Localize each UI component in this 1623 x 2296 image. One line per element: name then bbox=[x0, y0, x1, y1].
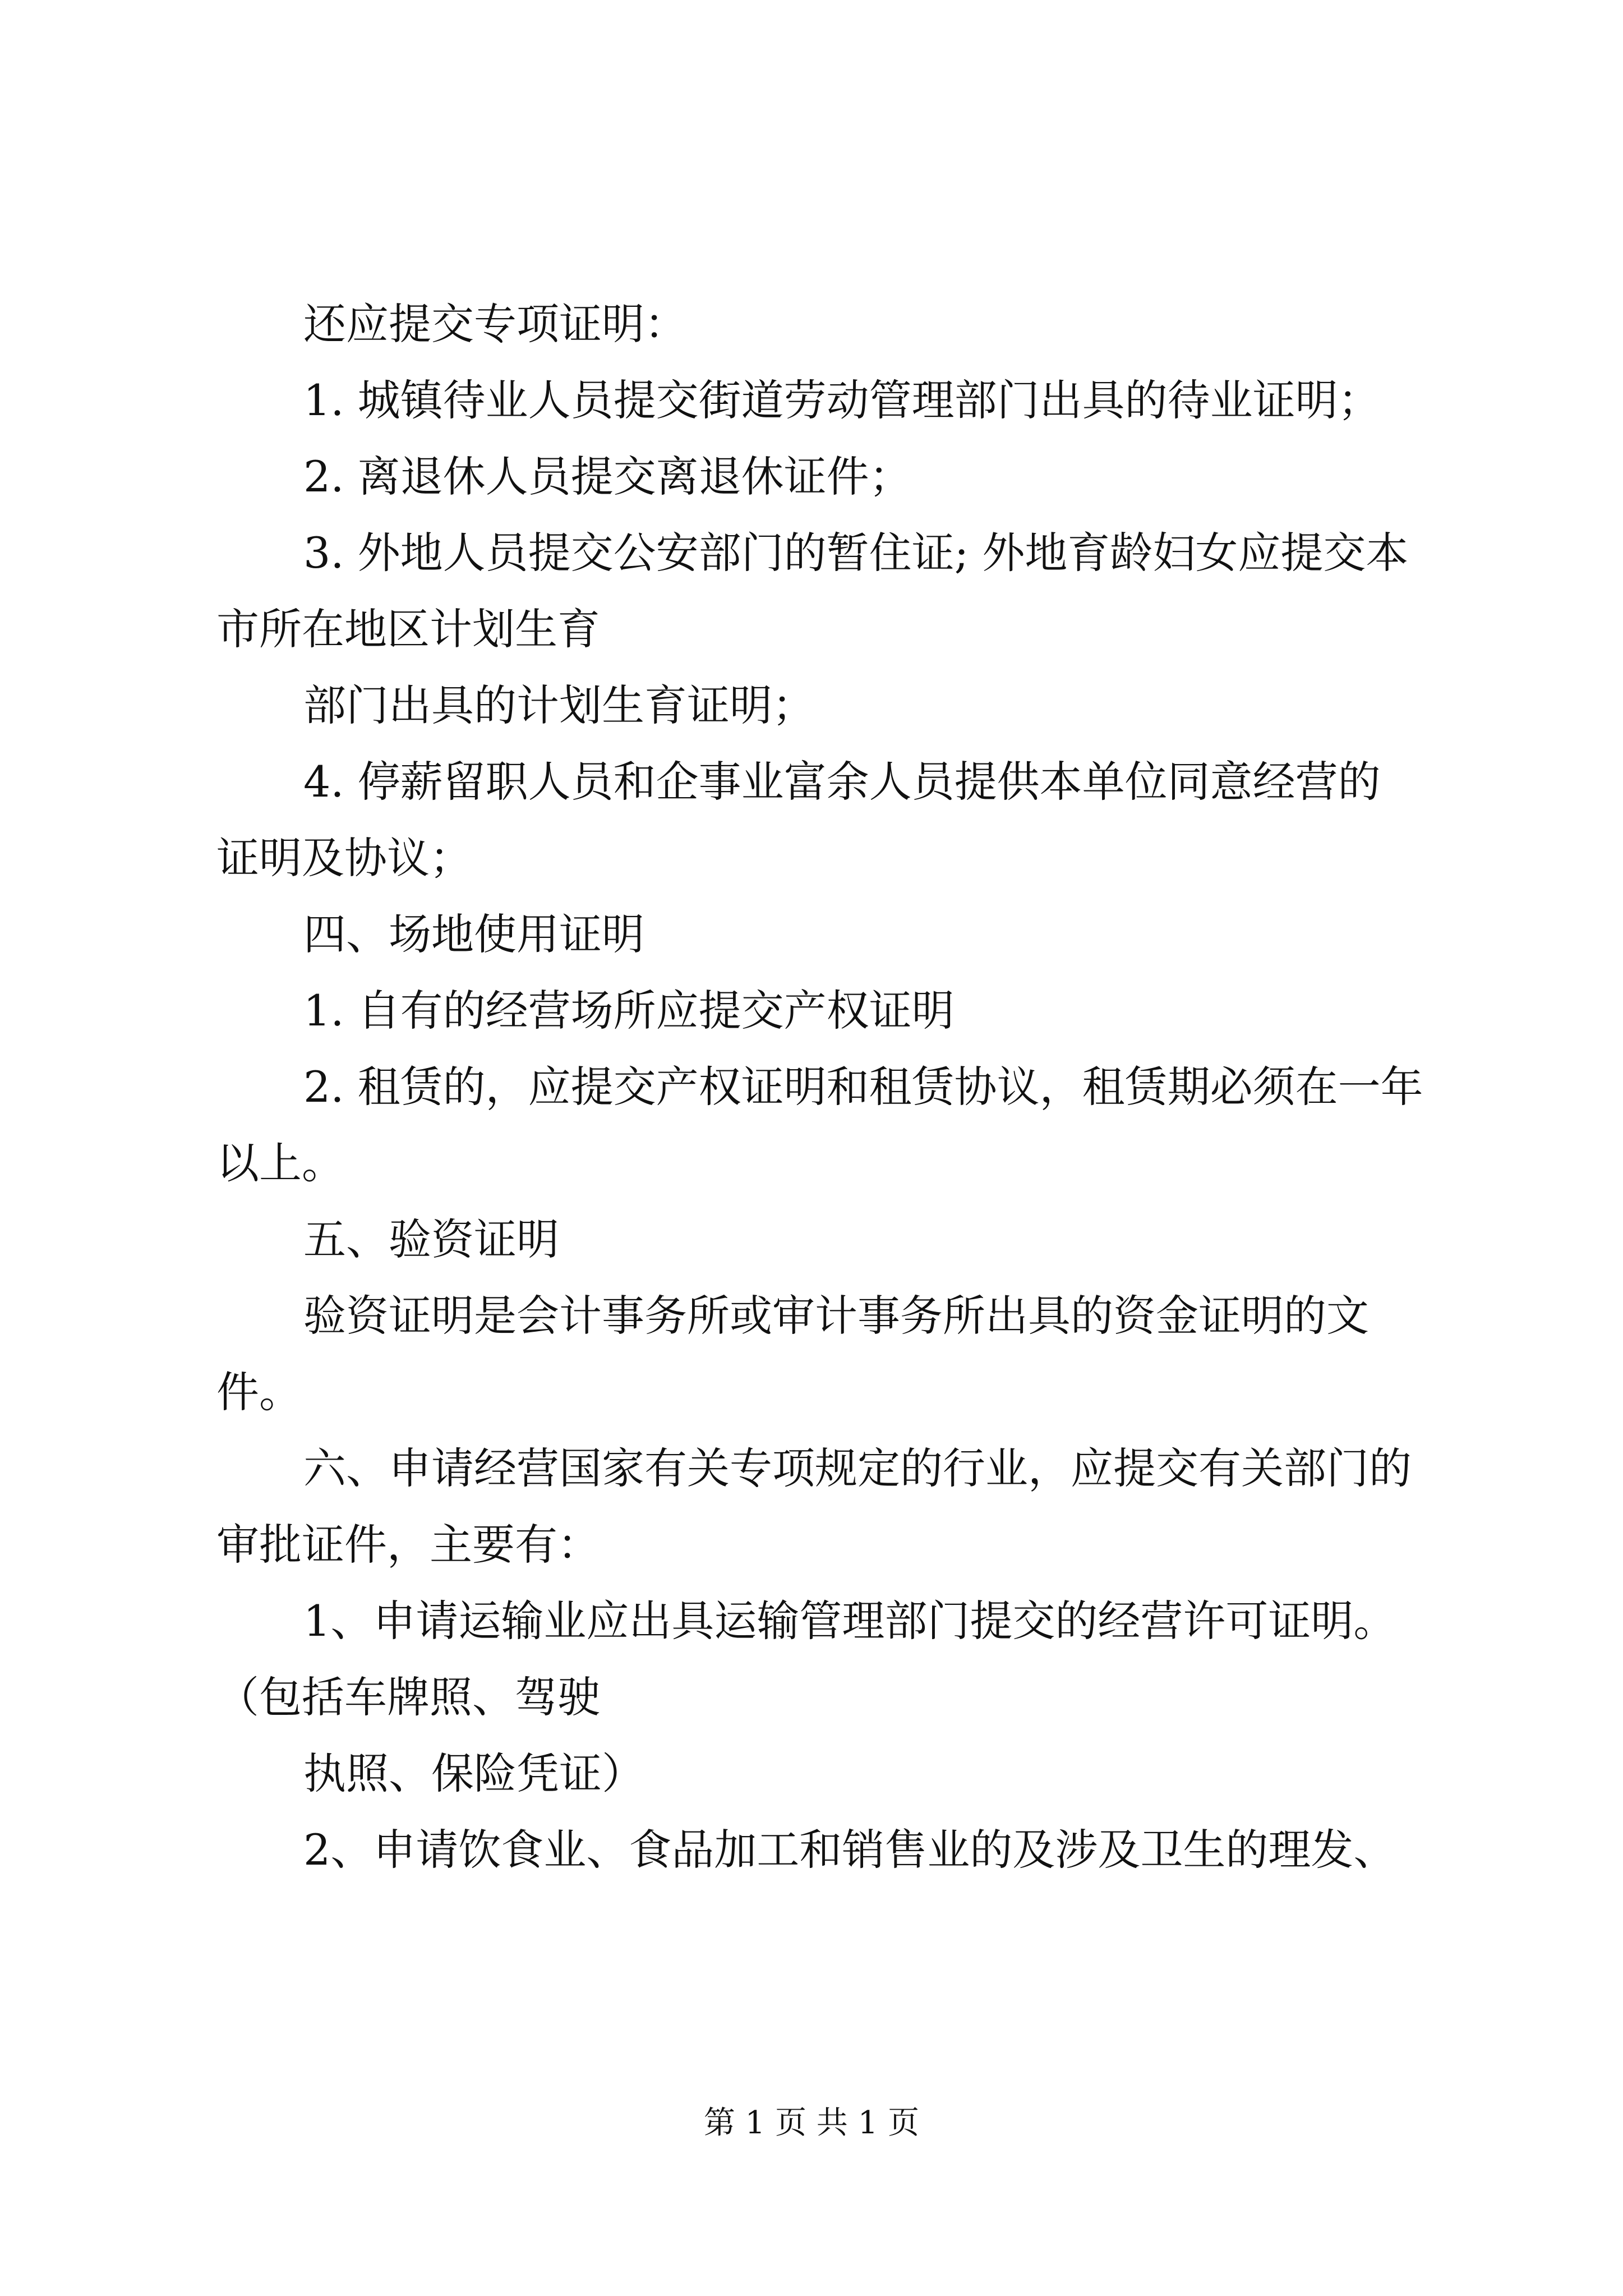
paragraph-line: 3. 外地人员提交公安部门的暂住证; 外地育龄妇女应提交本 bbox=[303, 528, 1409, 578]
paragraph-line: （包括车牌照、驾驶 bbox=[216, 1672, 600, 1722]
section-heading: 四、场地使用证明 bbox=[303, 909, 644, 959]
paragraph-line: 还应提交专项证明： bbox=[303, 299, 687, 349]
paragraph-line: 2. 离退休人员提交离退休证件； bbox=[303, 452, 912, 501]
paragraph-line: 4. 停薪留职人员和企事业富余人员提供本单位同意经营的 bbox=[303, 757, 1381, 807]
paragraph-line: 1、申请运输业应出具运输管理部门提交的经营许可证明。 bbox=[303, 1596, 1396, 1646]
document-body bbox=[216, 299, 1428, 1875]
paragraph-line: 以上。 bbox=[216, 1138, 344, 1188]
section-heading: 五、验资证明 bbox=[303, 1214, 559, 1264]
paragraph-line: 1. 自有的经营场所应提交产权证明 bbox=[303, 986, 955, 1036]
paragraph-line: 2. 租赁的，应提交产权证明和租赁协议，租赁期必须在一年 bbox=[303, 1062, 1423, 1112]
paragraph-line: 部门出具的计划生育证明； bbox=[303, 680, 815, 730]
paragraph-line: 执照、保险凭证） bbox=[303, 1749, 644, 1798]
paragraph-line: 2、申请饮食业、食品加工和销售业的及涉及卫生的理发、 bbox=[303, 1825, 1396, 1875]
paragraph-line: 件。 bbox=[216, 1367, 302, 1417]
paragraph-line: 证明及协议； bbox=[216, 833, 472, 883]
paragraph-line: 验资证明是会计事务所或审计事务所出具的资金证明的文 bbox=[303, 1291, 1369, 1341]
section-heading: 六、申请经营国家有关专项规定的行业，应提交有关部门的 bbox=[303, 1443, 1412, 1493]
paragraph-line: 1. 城镇待业人员提交街道劳动管理部门出具的待业证明； bbox=[303, 375, 1381, 425]
page-footer: 第 1 页 共 1 页 bbox=[703, 2105, 920, 2141]
paragraph-line: 市所在地区计划生育 bbox=[216, 604, 600, 654]
paragraph-line: 审批证件，主要有： bbox=[216, 1520, 600, 1570]
